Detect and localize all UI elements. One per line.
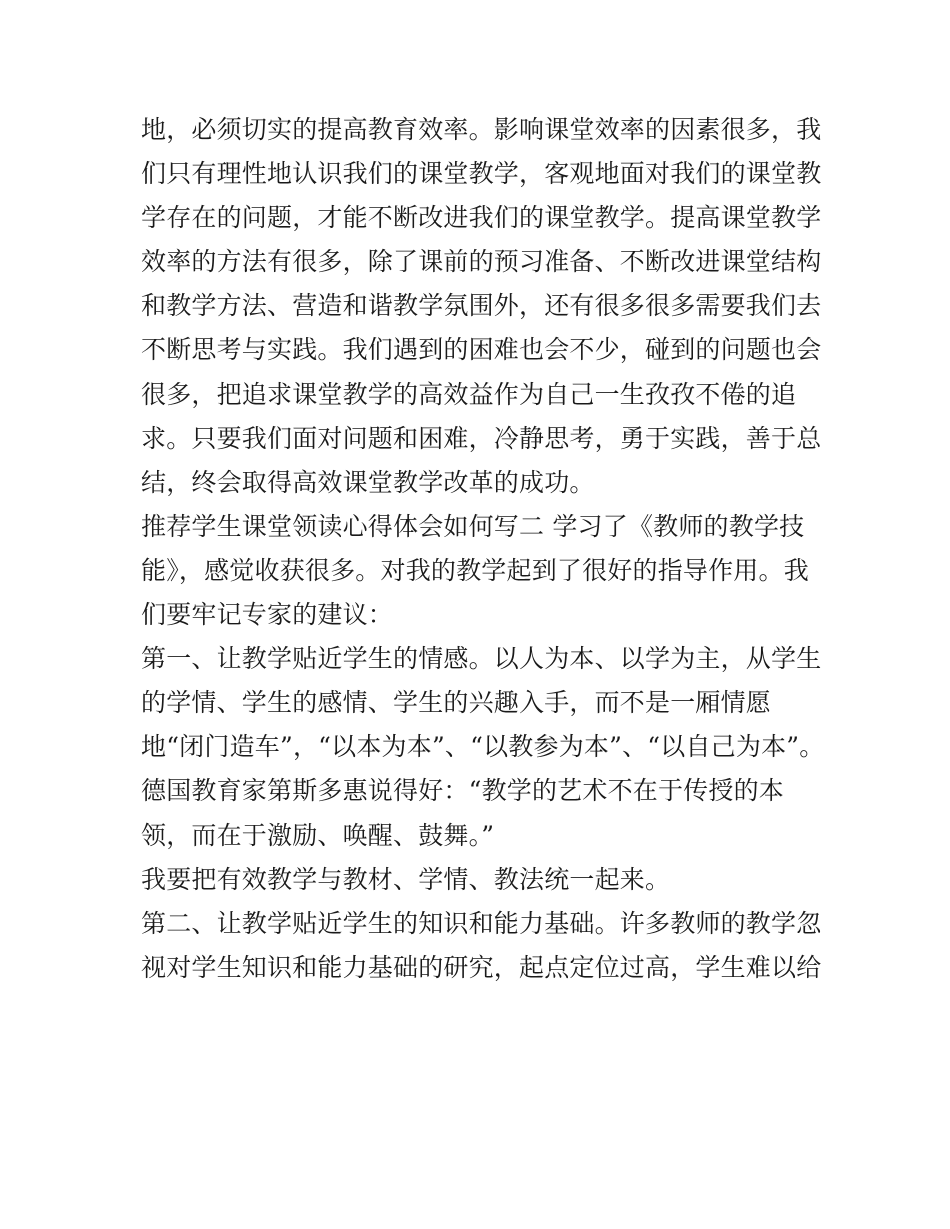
text-line: 和教学方法、营造和谐教学氛围外，还有很多很多需要我们去 [141,291,822,321]
text-line: 我要把有效教学与教材、学情、教法统一起来。 [141,864,671,894]
text-line: 能》，感觉收获很多。对我的教学起到了很好的指导作用。我 [141,555,809,585]
text-line: 结，终会取得高效课堂教学改革的成功。 [141,467,595,497]
text-line: 德国教育家第斯多惠说得好：“教学的艺术不在于传授的本 [141,776,784,806]
text-line: 们只有理性地认识我们的课堂教学，客观地面对我们的课堂教 [141,159,822,189]
text-line: 们要牢记专家的建议： [141,600,394,630]
text-line: 视对学生知识和能力基础的研究，起点定位过高，学生难以给 [141,952,822,982]
text-line: 推荐学生课堂领读心得体会如何写二 学习了《教师的教学技 [141,511,805,541]
body-text [141,108,825,990]
text-line: 求。只要我们面对问题和困难，冷静思考，勇于实践，善于总 [141,423,822,453]
text-line: 学存在的问题，才能不断改进我们的课堂教学。提高课堂教学 [141,203,822,233]
text-line: 不断思考与实践。我们遇到的困难也会不少，碰到的问题也会 [141,335,822,365]
text-line: 领，而在于激励、唤醒、鼓舞。” [141,820,495,850]
text-line: 地，必须切实的提高教育效率。影响课堂效率的因素很多，我 [141,115,822,144]
text-line: 第一、让教学贴近学生的情感。以人为本、以学为主，从学生 [141,644,822,674]
text-line: 的学情、学生的感情、学生的兴趣入手，而不是一厢情愿 [141,688,772,718]
text-line: 地“闭门造车”，“以本为本”、“以教参为本”、“以自己为本”。 [141,732,825,762]
text-line: 效率的方法有很多，除了课前的预习准备、不断改进课堂结构 [141,247,822,277]
text-line: 很多，把追求课堂教学的高效益作为自己一生孜孜不倦的追 [141,379,797,409]
text-line: 第二、让教学贴近学生的知识和能力基础。许多教师的教学忽 [141,908,822,938]
